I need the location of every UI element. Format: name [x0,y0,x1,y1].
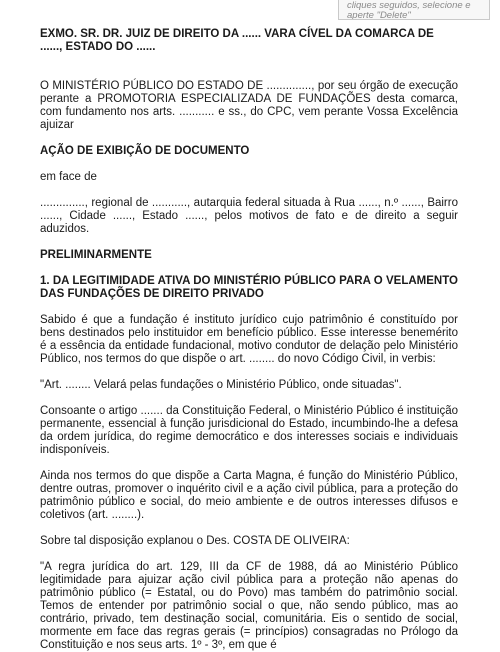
in-face-of-text: em face de [40,171,97,183]
paragraph-foundation: Sabido é que a fundação é instituto jurídico cujo patrimônio é constituído por bens destinados pelo instituidor em benefício público. Esse interesse benemérito é a essência da entidade fundacional, motivo condutor de delação pelo Ministério Público, nos termos do que dispõe o art. ........ do novo Código Civil, in verbis: [40,314,458,365]
preliminary-heading: PRELIMINARMENTE [40,249,152,261]
section-title: 1. DA LEGITIMIDADE ATIVA DO MINISTÉRIO PÚBLICO PARA O VELAMENTO DAS FUNDAÇÕES DE DIREITO PRIVADO [40,275,458,300]
quote-civil-code: "Art. ........ Velará pelas fundações o Ministério Público, onde situadas". [40,379,402,391]
court-heading: EXMO. SR. DR. JUIZ DE DIREITO DA ...... VARA CÍVEL DA COMARCA DE ......, ESTADO DO ...... [40,28,434,53]
paragraph-constitution: Consoante o artigo ....... da Constituição Federal, o Ministério Público é instituição permanente, essencial à função jurisdicional do Estado, incumbindo-lhe a defesa da ordem jurídica, do regime democrático e dos interesses sociais e individuais indisponíveis. [40,405,458,456]
paragraph-public-functions: Ainda nos termos do que dispõe a Carta Magna, é função do Ministério Público, dentre outras, promover o inquérito civil e a ação civil pública, para a proteção do patrimônio público e social, do meio ambiente e de outros interesses difusos e coletivos (art. ........). [40,470,458,521]
document-page [40,28,458,652]
defendant-paragraph: .............., regional de ..........., autarquia federal situada à Rua ......, n.º ......, Bairro ......, Cidade ......, Estado ......, pelos motivos de fato e de direito a seguir aduzidos. [40,197,458,235]
intro-paragraph: O MINISTÉRIO PÚBLICO DO ESTADO DE .............., por seu órgão de execução perante a PROMOTORIA ESPECIALIZADA DE FUNDAÇÕES desta comarca, com fundamento nos arts. ........... e ss., do CPC, vem perante Vossa Excelência ajuizar [40,80,458,131]
quote-costa-de-oliveira: "A regra jurídica do art. 129, III da CF de 1988, dá ao Ministério Público legitimidade para ajuizar ação civil pública para a proteção não apenas do patrimônio público (= Estatal, ou do Povo) mas também do patrimônio social. Temos de entender por patrimônio social o que, não sendo público, mas ao contrário, privado, tem destinação social, comunitária. Eis o sentido de social, mormente em face das regras gerais (= princípios) consagradas no Prólogo da Constituição e nos seus arts. 1º - 3º, em que é [40,561,458,651]
paragraph-citation-intro: Sobre tal disposição explanou o Des. COSTA DE OLIVEIRA: [40,535,350,547]
hint-tooltip: cliques seguidos, selecione e aperte "Delete" [338,0,490,20]
action-title: AÇÃO DE EXIBIÇÃO DE DOCUMENTO [40,145,250,157]
